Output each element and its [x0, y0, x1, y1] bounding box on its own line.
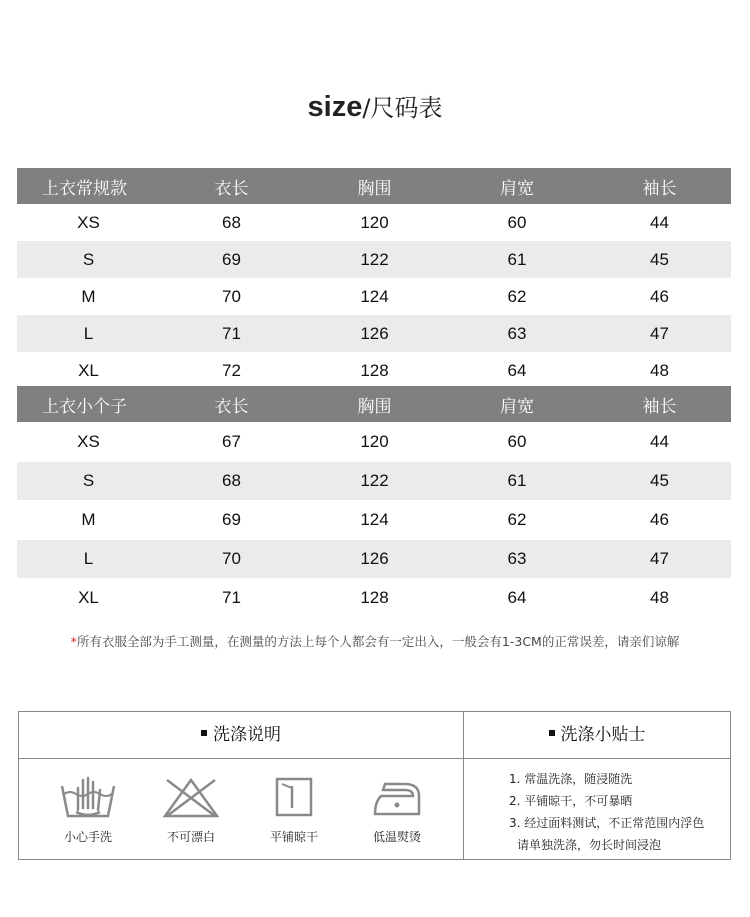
wash-instructions-title — [19, 712, 463, 758]
wash-instructions-label: 洗涤说明 — [213, 725, 281, 745]
shoulder-cell: 60 — [507, 212, 527, 232]
header-cell: 肩宽 — [500, 396, 534, 417]
care-box — [18, 711, 731, 860]
shoulder-cell: 61 — [507, 249, 527, 269]
table-row — [17, 352, 731, 389]
flat-dry-icon — [262, 774, 326, 820]
size-cell: XL — [78, 360, 99, 380]
shoulder-cell: 64 — [507, 588, 527, 607]
bullet-icon — [201, 730, 207, 736]
care-item-flat-dry — [249, 774, 339, 845]
tip-item: 2. 平铺晾干，不可暴晒 — [509, 794, 633, 808]
size-cell: XS — [77, 212, 100, 232]
table-row — [17, 540, 731, 578]
table-row — [17, 315, 731, 352]
wash-tips-label: 洗涤小贴士 — [560, 725, 646, 745]
sleeve-cell: 45 — [650, 249, 669, 269]
length-cell: 69 — [222, 249, 241, 269]
tip-item: 1. 常温洗涤，随浸随洗 — [509, 772, 633, 786]
bullet-icon — [549, 730, 555, 736]
table-header-row — [17, 386, 731, 422]
size-cell: XL — [78, 588, 99, 607]
care-item-low-iron — [352, 774, 442, 845]
no-bleach-icon — [159, 774, 223, 820]
chest-cell: 122 — [360, 249, 389, 269]
care-label: 低温熨烫 — [372, 830, 421, 844]
size-cell: L — [83, 549, 94, 568]
shoulder-cell: 64 — [507, 360, 527, 380]
length-cell: 71 — [222, 323, 241, 343]
shoulder-cell: 63 — [507, 549, 527, 568]
size-cell: S — [82, 471, 95, 490]
wash-tips-title — [464, 712, 730, 758]
size-cell: XS — [77, 432, 100, 451]
sleeve-cell: 47 — [650, 323, 669, 343]
note-text: 所有衣服全部为手工测量，在测量的方法上每个人都会有一定出入，一般会有1-3CM的正常误差，请亲们谅解 — [76, 634, 680, 649]
header-cell: 上衣小个子 — [42, 396, 127, 417]
sleeve-cell: 45 — [650, 471, 669, 490]
page-title — [0, 88, 750, 124]
length-cell: 71 — [222, 588, 241, 607]
header-cell: 胸围 — [357, 396, 392, 417]
wash-tips-list — [509, 768, 734, 856]
length-cell: 68 — [222, 471, 241, 490]
length-cell: 67 — [222, 432, 241, 451]
sleeve-cell: 44 — [650, 432, 669, 451]
measurement-note — [0, 632, 750, 650]
header-cell: 上衣常规款 — [42, 178, 127, 199]
table-row — [17, 422, 731, 462]
chest-cell: 128 — [360, 588, 389, 607]
chest-cell: 120 — [360, 432, 389, 451]
care-horizontal-divider — [19, 758, 730, 759]
shoulder-cell: 62 — [507, 510, 527, 529]
care-item-no-bleach — [146, 774, 236, 845]
size-cell: M — [81, 286, 96, 306]
size-cell: M — [81, 510, 96, 529]
length-cell: 70 — [222, 549, 241, 568]
table-row — [17, 462, 731, 500]
header-cell: 袖长 — [642, 396, 677, 417]
chest-cell: 126 — [360, 549, 389, 568]
length-cell: 72 — [222, 360, 241, 380]
chest-cell: 124 — [360, 286, 389, 306]
care-label: 小心手洗 — [63, 830, 112, 844]
header-cell: 衣长 — [214, 396, 249, 417]
size-table-regular — [17, 168, 731, 389]
chest-cell: 128 — [360, 360, 389, 380]
shoulder-cell: 63 — [507, 323, 527, 343]
title-en: size — [307, 91, 363, 123]
header-cell: 衣长 — [214, 178, 249, 199]
length-cell: 68 — [222, 212, 241, 232]
hand-wash-icon — [56, 774, 120, 820]
title-zh: /尺码表 — [362, 94, 443, 122]
shoulder-cell: 60 — [507, 432, 527, 451]
sleeve-cell: 47 — [650, 549, 669, 568]
table-row — [17, 500, 731, 540]
sleeve-cell: 48 — [650, 588, 669, 607]
size-cell: L — [83, 323, 94, 343]
shoulder-cell: 61 — [507, 471, 527, 490]
care-label: 不可漂白 — [166, 830, 215, 844]
tip-item: 请单独洗涤，勿长时间浸泡 — [517, 838, 662, 852]
chest-cell: 120 — [360, 212, 389, 232]
tip-item: 3. 经过面料测试，不正常范围内浮色 — [509, 816, 705, 830]
size-table-petite — [17, 386, 731, 618]
chest-cell: 126 — [360, 323, 389, 343]
sleeve-cell: 48 — [650, 360, 669, 380]
table-row — [17, 278, 731, 315]
care-label: 平铺晾干 — [269, 830, 318, 844]
table-row — [17, 578, 731, 618]
care-item-hand-wash — [43, 774, 133, 845]
header-cell: 袖长 — [642, 178, 677, 199]
shoulder-cell: 62 — [507, 286, 527, 306]
length-cell: 70 — [222, 286, 241, 306]
table-row — [17, 204, 731, 241]
length-cell: 69 — [222, 510, 241, 529]
header-cell: 肩宽 — [500, 178, 534, 199]
chest-cell: 124 — [360, 510, 389, 529]
size-cell: S — [82, 249, 95, 269]
low-iron-icon — [365, 774, 429, 820]
sleeve-cell: 46 — [650, 510, 669, 529]
sleeve-cell: 44 — [650, 212, 669, 232]
header-cell: 胸围 — [357, 178, 392, 199]
table-header-row — [17, 168, 731, 204]
sleeve-cell: 46 — [650, 286, 669, 306]
chest-cell: 122 — [360, 471, 389, 490]
note-star: * — [70, 634, 77, 649]
table-row — [17, 241, 731, 278]
